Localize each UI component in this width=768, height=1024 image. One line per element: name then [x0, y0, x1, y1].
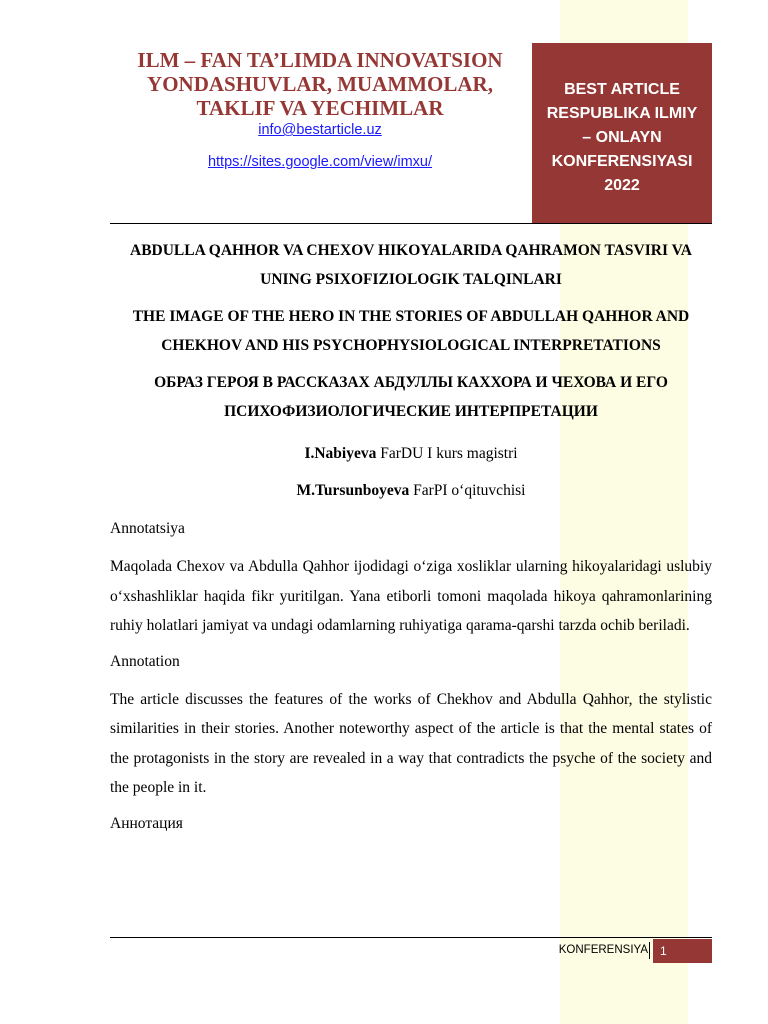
- header-divider: [110, 223, 712, 224]
- conference-title: ILM – FAN TA’LIMDA INNOVATSION YONDASHUVLAR, MUAMMOLAR, TAKLIF VA YECHIMLAR: [137, 48, 503, 120]
- page-number: 1: [653, 939, 712, 963]
- author-2-name: M.Tursunboyeva: [296, 482, 410, 499]
- title-english: THE IMAGE OF THE HERO IN THE STORIES OF ABDULLAH QAHHOR AND CHEKHOV AND HIS PSYCHOPHYSIOLOGICAL INTERPRETATIONS: [132, 308, 690, 354]
- article-body: [110, 236, 712, 833]
- annotation-ru-label: Аннотация: [110, 814, 183, 832]
- author-1-affiliation: FarDU I kurs magistri: [376, 445, 518, 462]
- conference-badge: [532, 43, 712, 224]
- author-2: [110, 482, 712, 500]
- title-uzbek: ABDULLA QAHHOR VA CHEXOV HIKOYALARIDA QAHRAMON TASVIRI VA UNING PSIXOFIZIOLOGIK TALQINLARI: [130, 242, 692, 288]
- author-1: [110, 445, 712, 463]
- website-link[interactable]: https://sites.google.com/view/imxu/: [207, 154, 433, 170]
- annotation-en-label: Annotation: [110, 652, 180, 670]
- email-link[interactable]: info@bestarticle.uz: [258, 122, 382, 138]
- annotation-uz-label: Annotatsiya: [110, 520, 185, 537]
- annotation-en-text: The article discusses the features of the works of Chekhov and Abdulla Qahhor, the stylistic similarities in their stories. Another noteworthy aspect of the article is that the mental states of the protagonists in the story are revealed in a way that contradicts the psyche of the society and the people in it.: [110, 690, 712, 796]
- author-1-name: I.Nabiyeva: [304, 445, 377, 462]
- footer-label: KONFERENSIYA: [558, 944, 648, 956]
- badge-text: BEST ARTICLE RESPUBLIKA ILMIY – ONLAYN KONFERENSIYASI 2022: [546, 80, 698, 194]
- annotation-uz-text: Maqolada Chexov va Abdulla Qahhor ijodidagi o‘ziga xosliklar ularning hikoyalaridagi uslubiy o‘xshashliklar haqida fikr yuritilgan. Yana etiborli tomoni maqolada hikoya qahramonlarining ruhiy holatlari jamiyat va undagi odamlarning ruhiyatiga qarama-qarshi tarzda ochib beriladi.: [110, 558, 712, 634]
- title-russian: ОБРАЗ ГЕРОЯ В РАССКАЗАХ АБДУЛЛЫ КАХХОРА И ЧЕХОВА И ЕГО ПСИХОФИЗИОЛОГИЧЕСКИЕ ИНТЕРПРЕТАЦИИ: [154, 374, 668, 420]
- footer-separator: [649, 942, 650, 959]
- footer-divider: [110, 937, 712, 938]
- author-2-affiliation: FarPI o‘qituvchisi: [409, 482, 526, 499]
- conference-header: [110, 48, 530, 170]
